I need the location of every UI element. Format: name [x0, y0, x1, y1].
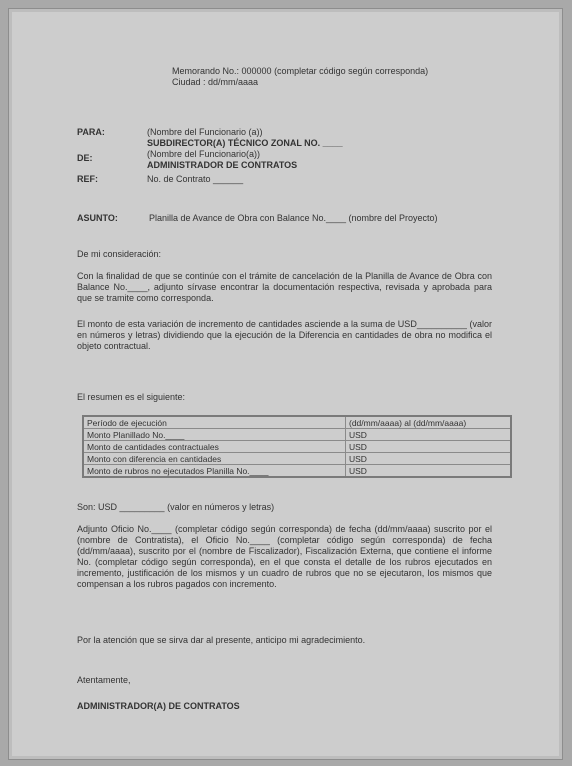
table-row: [83, 441, 511, 453]
paragraph-2: El monto de esta variación de incremento de cantidades asciende a la suma de USD__________ (valor en números y letras) dividiendo que la ejecución de la Diferencia en cantidades de obra no modifica el objeto contractual.: [77, 319, 492, 351]
para-name: (Nombre del Funcionario (a)): [147, 127, 263, 137]
table-row: [83, 453, 511, 465]
asunto-label: ASUNTO:: [77, 213, 118, 223]
paragraph-1: Con la finalidad de que se continúe con el trámite de cancelación de la Planilla de Avance de Obra con Balance No.____, adjunto sírvase encontrar la documentación respectiva, revisada y aprobada para que se tramite como corresponda.: [77, 271, 492, 303]
memo-city-date: Ciudad : dd/mm/aaaa: [172, 77, 259, 87]
resumen-intro: El resumen es el siguiente:: [77, 392, 186, 402]
table-cell: USD: [346, 441, 512, 453]
table-row: [83, 429, 511, 441]
table-cell: Monto de cantidades contractuales: [83, 441, 346, 453]
paragraph-3: Adjunto Oficio No.____ (completar código según corresponda) de fecha (dd/mm/aaaa) suscrito por el (nombre de Contratista), el Oficio No.____ (completar código según corresponda) de fecha (dd/mm/aaaa), suscrito por el (nombre de Fiscalizador), Fiscalización Externa, que contiene el informe No. (completar código según corresponda), en el que consta el detalle de los rubros ejecutados en incremento, justificación de los mismos y un cuadro de rubros que no se ejecutaron, los mismos que compensan a los rubros pagados con incremento.: [77, 524, 492, 589]
de-title: ADMINISTRADOR DE CONTRATOS: [147, 160, 298, 170]
asunto-value: Planilla de Avance de Obra con Balance No.____ (nombre del Proyecto): [149, 213, 438, 223]
table-cell: Monto con diferencia en cantidades: [83, 453, 346, 465]
table-cell: (dd/mm/aaaa) al (dd/mm/aaaa): [346, 416, 512, 429]
de-name: (Nombre del Funcionario(a)): [147, 149, 261, 159]
document-page: [8, 8, 563, 760]
table-cell: Monto de rubros no ejecutados Planilla No.____: [83, 465, 346, 478]
ref-value: No. de Contrato ______: [147, 174, 244, 184]
signature: ADMINISTRADOR(A) DE CONTRATOS: [77, 701, 240, 711]
closing-line: Por la atención que se sirva dar al presente, anticipo mi agradecimiento.: [77, 635, 366, 645]
greeting: De mi consideración:: [77, 249, 162, 259]
sign-greeting: Atentamente,: [77, 675, 131, 685]
summary-table: [82, 415, 512, 478]
para-label: PARA:: [77, 127, 105, 137]
table-cell: Período de ejecución: [83, 416, 346, 429]
table-cell: USD: [346, 429, 512, 441]
ref-label: REF:: [77, 174, 98, 184]
table-cell: USD: [346, 453, 512, 465]
table-cell: USD: [346, 465, 512, 478]
memo-number: Memorando No.: 000000 (completar código según corresponda): [172, 66, 429, 76]
total-line: Son: USD _________ (valor en números y letras): [77, 502, 275, 512]
para-title: SUBDIRECTOR(A) TÉCNICO ZONAL NO. ____: [147, 138, 343, 148]
de-label: DE:: [77, 153, 93, 163]
table-cell: Monto Planillado No.____: [83, 429, 346, 441]
table-row: [83, 416, 511, 429]
memo-header: [172, 66, 512, 88]
table-row: [83, 465, 511, 478]
